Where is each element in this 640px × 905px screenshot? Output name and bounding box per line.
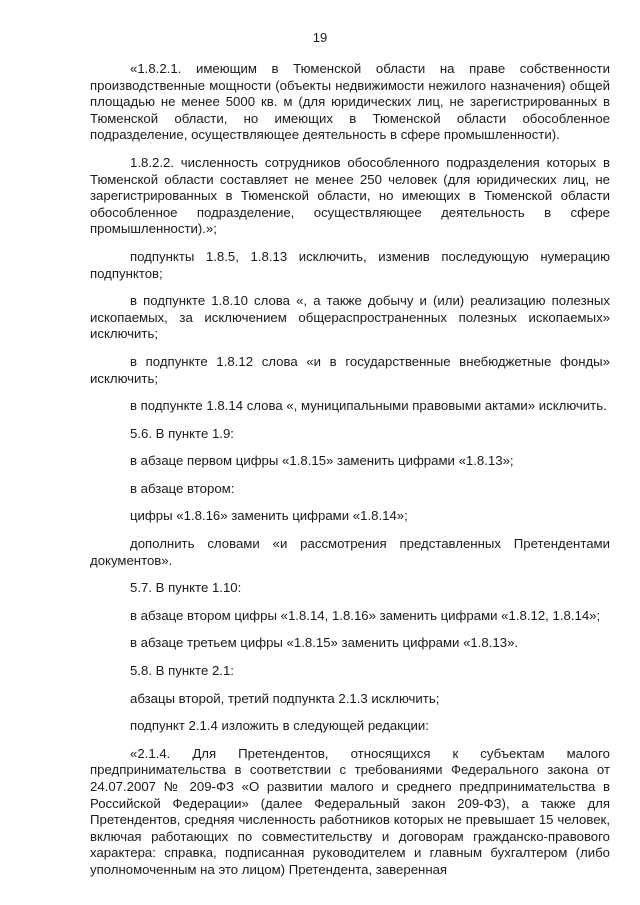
paragraph: в подпункте 1.8.10 слова «, а также добычу и (или) реализацию полезных ископаемых, за исключением общераспространенных полезных ископаемых» исключить;: [90, 293, 610, 342]
document-body: [90, 61, 610, 890]
page-number: 19: [312, 30, 328, 45]
paragraph: в абзаце первом цифры «1.8.15» заменить цифрами «1.8.13»;: [130, 453, 514, 469]
paragraph: 5.7. В пункте 1.10:: [130, 580, 242, 596]
paragraph: 5.6. В пункте 1.9:: [130, 425, 234, 441]
paragraph: 1.8.2.2. численность сотрудников обособленного подразделения которых в Тюменской области составляет не менее 250 человек (для юридических лиц, не зарегистрированных в Тюменской области, но имеющих в Тюменской области обособленное подразделение, осуществляющее деятельность в сфере промышленности).»;: [90, 154, 610, 237]
paragraph: «2.1.4. Для Претендентов, относящихся к субъектам малого предпринимательства в соответствии с требованиями Федерального закона от 24.07.2007 № 209-ФЗ «О развитии малого и среднего предпринимательства в Российской Федерации» (далее Федеральный закон 209-ФЗ), а также для Претендентов, средняя численность работников которых не превышает 15 человек, включая работающих по совместительству и договорам гражданско-правового характера: справка, подписанная руководителем и главным бухгалтером (либо уполномоченным на это лицом) Претендента, заверенная: [90, 745, 610, 877]
paragraph: дополнить словами «и рассмотрения представленных Претендентами документов».: [90, 536, 610, 568]
paragraph: подпункты 1.8.5, 1.8.13 исключить, изменив последующую нумерацию подпунктов;: [90, 248, 610, 281]
paragraph: «1.8.2.1. имеющим в Тюменской области на праве собственности производственные мощности (объекты недвижимости нежилого назначения) общей площадью не менее 5000 кв. м (для юридических лиц, не зарегистрированных в Тюменской области, но имеющих в Тюменской области обособленное подразделение, осуществляющее деятельность в сфере промышленности).: [90, 61, 610, 143]
paragraph: в абзаце третьем цифры «1.8.15» заменить цифрами «1.8.13».: [130, 635, 519, 651]
paragraph: в абзаце втором:: [130, 480, 235, 496]
paragraph: подпункт 2.1.4 изложить в следующей редакции:: [130, 718, 429, 734]
paragraph: в подпункте 1.8.14 слова «, муниципальными правовыми актами» исключить.: [130, 398, 607, 414]
paragraph: 5.8. В пункте 2.1:: [130, 663, 234, 679]
paragraph: абзацы второй, третий подпункта 2.1.3 исключить;: [130, 690, 440, 706]
paragraph: цифры «1.8.16» заменить цифрами «1.8.14»;: [130, 508, 408, 524]
paragraph: в абзаце втором цифры «1.8.14, 1.8.16» заменить цифрами «1.8.12, 1.8.14»;: [130, 607, 601, 623]
paragraph: в подпункте 1.8.12 слова «и в государственные внебюджетные фонды» исключить;: [90, 353, 610, 386]
